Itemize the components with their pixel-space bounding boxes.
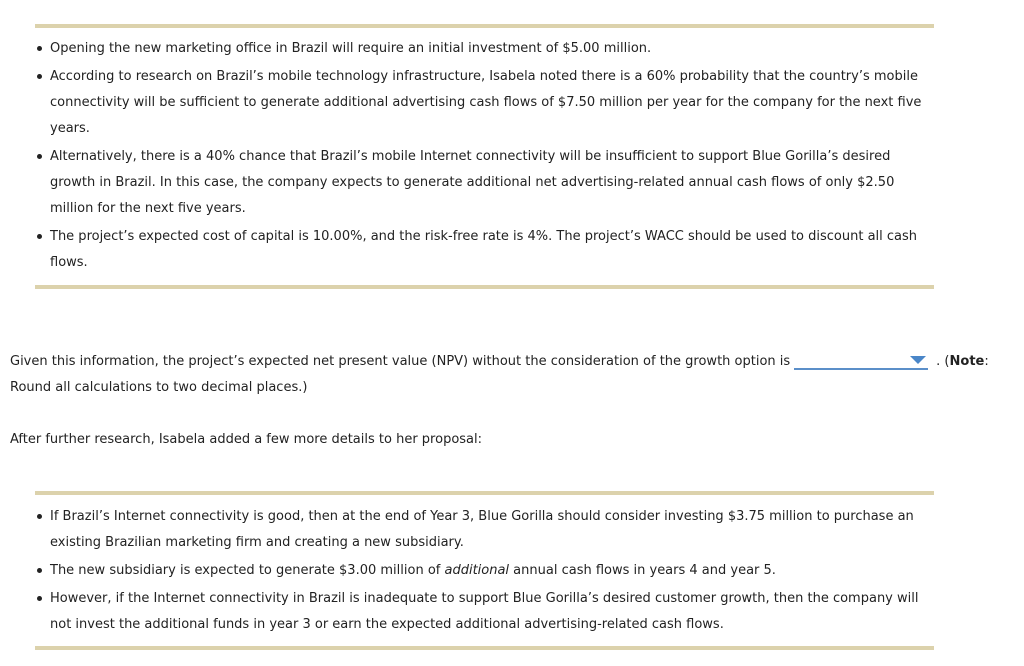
bullet-icon [37,46,42,51]
list-item [35,558,934,584]
details-list-2 [35,504,934,640]
details-list-1 [35,36,934,278]
top-divider-1 [35,24,934,28]
bullet-icon [37,154,42,159]
npv-question [10,349,1010,401]
list-item [35,504,934,556]
bullet-icon [37,514,42,519]
list-item [35,36,934,62]
bullet-text: According to research on Brazil’s mobile technology infrastructure, Isabela noted there is a 60% probability that the country’s mobile connectivity will be sufficient to generate additional advertising cash flows of $7.50 million per year for the company for the next five years. [50,69,922,136]
bullet-text: Opening the new marketing office in Brazil will require an initial investment of $5.00 million. [50,41,652,56]
bottom-divider-1 [35,285,934,289]
bullet-text: The new subsidiary is expected to generate $3.00 million of [50,563,445,578]
question-punct: . ( [936,354,950,369]
emphasis-text: additional [444,563,510,578]
bullet-icon [37,568,42,573]
list-item [35,144,934,222]
bullet-text: The project’s expected cost of capital is 10.00%, and the risk-free rate is 4%. The project’s WACC should be used to discount all cash flows. [50,229,918,270]
bullet-icon [37,596,42,601]
chevron-down-icon[interactable] [910,356,926,364]
list-item [35,224,934,276]
bullet-icon [37,234,42,239]
bottom-divider-2 [35,646,934,650]
intro-text: After further research, Isabela added a few more details to her proposal: [10,432,482,447]
bullet-text: Alternatively, there is a 40% chance that Brazil’s mobile Internet connectivity will be insufficient to support Blue Gorilla’s desired growth in Brazil. In this case, the company expects to generate additional net advertising-related annual cash flows of only $2.50 million for the next five years. [50,149,895,216]
bullet-text: However, if the Internet connectivity in Brazil is inadequate to support Blue Gorilla’s desired customer growth, then the company will not invest the additional funds in year 3 or earn the expected additional advertising-related cash flows. [50,591,919,632]
bullet-text: If Brazil’s Internet connectivity is good, then at the end of Year 3, Blue Gorilla should consider investing $3.75 million to purchase an existing Brazilian marketing firm and creating a new subsidiary. [50,509,914,550]
bullet-icon [37,74,42,79]
note-text: : Round all calculations to two decimal places.) [10,354,989,395]
list-item [35,586,934,638]
list-item [35,64,934,142]
intro-paragraph [10,427,482,453]
question-text: Given this information, the project’s expected net present value (NPV) without the consideration of the growth option is [10,354,791,369]
note-label: Note [949,354,985,369]
bullet-text-end: annual cash flows in years 4 and year 5. [509,563,776,578]
npv-answer-dropdown[interactable] [794,350,928,370]
top-divider-2 [35,491,934,495]
